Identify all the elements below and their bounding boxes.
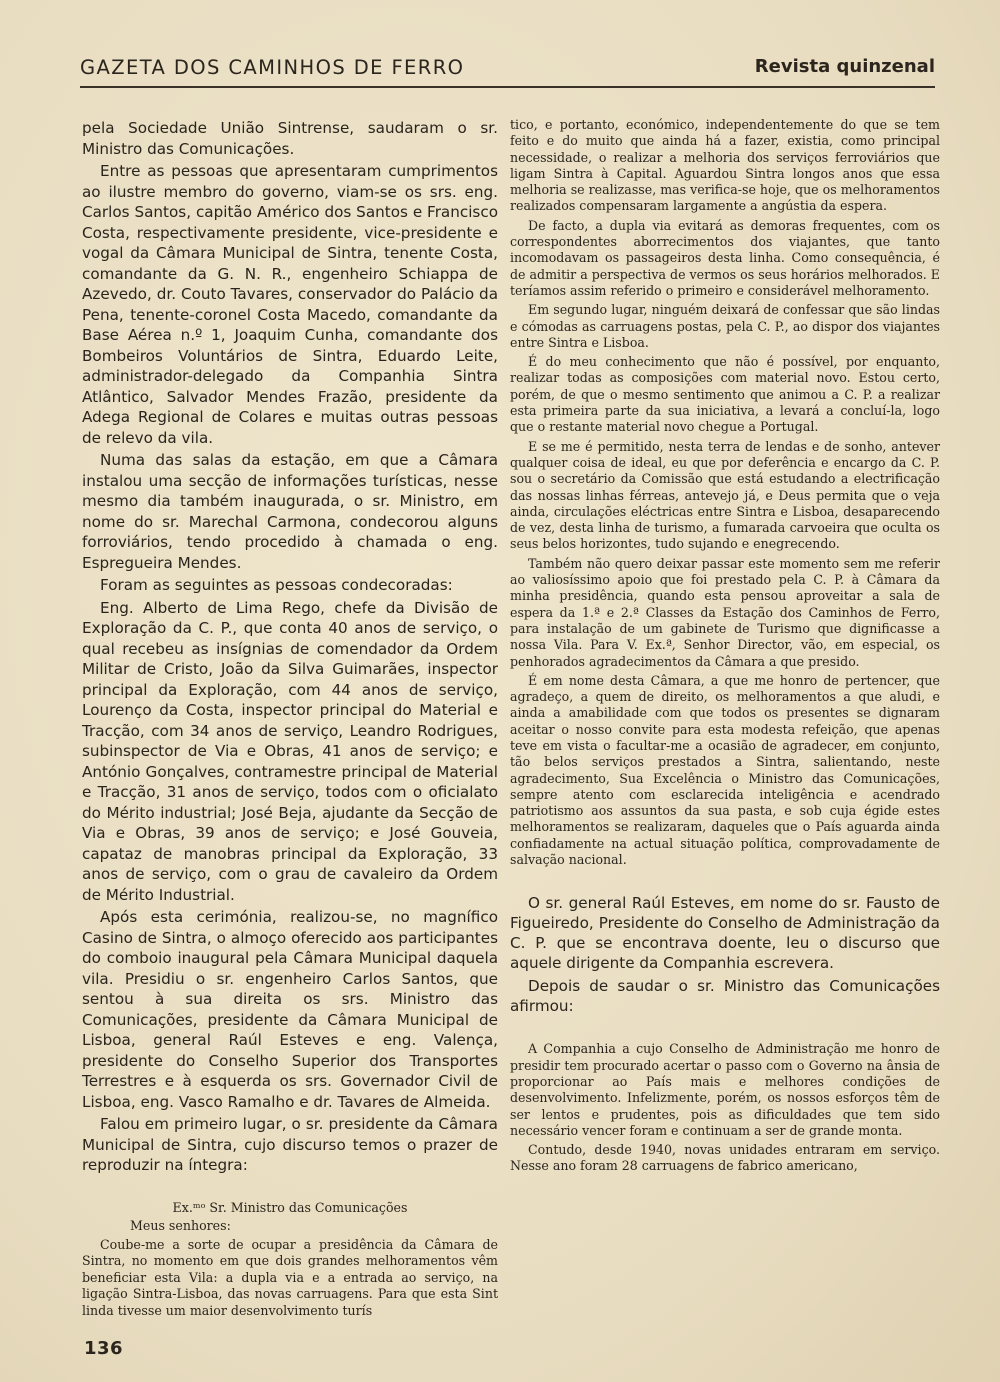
speech-paragraph: Em segundo lugar, ninguém deixará de confessar que são lindas e cómodas as carruagens postas, pela C. P., ao dispor dos viajantes entre Sintra e Lisboa. — [510, 302, 940, 350]
article-paragraph: Entre as pessoas que apresentaram cumprimentos ao ilustre membro do governo, viam-se os srs. eng. Carlos Santos, capitão Américo dos Santos e Francisco Costa, respectivamente presidente, vice-presidente e vogal da Câmara Municipal de Sintra, tenente Costa, comandante da G. N. R., engenheiro Schiappa de Azevedo, dr. Couto Tavares, conservador do Palácio da Pena, tenente-coronel Costa Macedo, comandante da Base Aérea n.º 1, Joaquim Cunha, comandante dos Bombeiros Voluntários de Sintra, Eduardo Leite, administrador-delegado da Companhia Sintra Atlântico, Salvador Mendes Frazão, presidente da Adega Regional de Colares e muitas outras pessoas de relevo da vila. — [82, 162, 498, 447]
article-paragraph: Numa das salas da estação, em que a Câmara instalou uma secção de informações turísticas, nesse mesmo dia também inaugurada, o sr. Ministro, em nome do sr. Marechal Carmona, condecorou alguns forroviários, tendo procedido à chamada o eng. Espregueira Mendes. — [82, 451, 498, 572]
page-header — [80, 52, 935, 88]
article-paragraph: Depois de saudar o sr. Ministro das Comunicações afirmou: — [510, 977, 940, 1016]
page-number: 136 — [84, 1338, 124, 1359]
publication-title: GAZETA DOS CAMINHOS DE FERRO — [80, 56, 465, 79]
left-column — [82, 118, 498, 1322]
speech-paragraph: Coube-me a sorte de ocupar a presidência da Câmara de Sintra, no momento em que dois grandes melhoramentos vêm beneficiar esta Vila: a dupla via e a entrada ao serviço, na ligação Sintra-Lisboa, das novas carruagens. Para que esta Sint linda tivesse um maior desenvolvimento turís — [82, 1236, 498, 1319]
right-column — [510, 117, 940, 1178]
article-paragraph: Foram as seguintes as pessoas condecoradas: — [100, 576, 453, 594]
spacer — [82, 1178, 498, 1200]
speech-paragraph: tico, e portanto, económico, independentemente do que se tem feito e do muito que ainda há a fazer, existia, como principal necessidade, o realizar a melhoria dos serviços ferroviários que ligam Sintra à Capital. Aguardou Sintra longos anos que essa melhoria se realizasse, mas verifica-se hoje, que os melhoramentos realizados compensaram largamente a angústia da espera. — [510, 117, 940, 214]
publication-subtitle: Revista quinzenal — [754, 56, 935, 77]
speech-paragraph: É em nome desta Câmara, a que me honro de pertencer, que agradeço, a quem de direito, os melhoramentos a que aludi, e ainda a amabilidade com que todos os presentes se dignaram aceitar o nosso convite para esta modesta refeição, que apenas teve em vista o facultar-me a ocasião de agradecer, em conjunto, tão belos serviços prestados a Sintra, salientando, neste agradecimento, Sua Excelência o Ministro das Comunicações, sempre atento com esclarecida inteligência e acendrado patriotismo aos assuntos da sua pasta, e sob cuja égide estes melhoramentos se realizaram, daqueles que o País aguarda ainda confiadamente na actual situação política, comprovadamente de salvação nacional. — [510, 672, 940, 868]
article-paragraph: Eng. Alberto de Lima Rego, chefe da Divisão de Exploração da C. P., que conta 40 anos de serviço, o qual recebeu as insígnias de comendador da Ordem Militar de Cristo, João da Silva Guimarães, inspector principal da Exploração, com 44 anos de serviço, Lourenço da Costa, inspector principal do Material e Tracção, com 34 anos de serviço, Leandro Rodrigues, subinspector de Via e Obras, 41 anos de serviço; e António Gonçalves, contramestre principal de Material e Tracção, 31 anos de serviço, todos com o oficialato do Mérito industrial; José Beja, ajudante da Secção de Via e Obras, 39 anos de serviço; e José Gouveia, capataz de manobras principal da Exploração, 33 anos de serviço, com o grau de cavaleiro da Ordem de Mérito Industrial. — [82, 598, 498, 904]
speech-greeting: Meus senhores: — [130, 1218, 231, 1234]
speech-salutation: Ex.ᵐᵒ Sr. Ministro das Comunicações — [172, 1199, 408, 1215]
article-paragraph: pela Sociedade União Sintrense, saudaram o sr. Ministro das Comunicações. — [82, 119, 498, 158]
speech-paragraph: Contudo, desde 1940, novas unidades entraram em serviço. Nesse ano foram 28 carruagens de fabrico americano, — [510, 1142, 940, 1174]
speech-paragraph: A Companhia a cujo Conselho de Administração me honro de presidir tem procurado acertar o passo com o Governo na ânsia de proporcionar ao País mais e melhores condições de desenvolvimento. Infelizmente, porém, os nossos esforços têm de ser lentos e prudentes, pois as dificuldades que tem sido necessário vencer foram e continuam a ser de grande monta. — [510, 1041, 940, 1138]
speech-paragraph: E se me é permitido, nesta terra de lendas e de sonho, antever qualquer coisa de ideal, eu que por deferência e encargo da C. P. sou o secretário da Comissão que está estudando a electrificação das nossas linhas férreas, antevejo já, e Deus permita que o veja ainda, circulações eléctricas entre Sintra e Lisboa, desaparecendo de vez, desta linha de turismo, a fumarada carvoeira que oculta os seus belos horizontes, tudo sujando e enegrecendo. — [510, 438, 940, 552]
spacer — [510, 871, 940, 893]
speech-paragraph: De facto, a dupla via evitará as demoras frequentes, com os correspondentes aborrecimentos dos viajantes, que tanto incomodavam os passageiros desta linha. Como consequência, é de admitir a perspectiva de vermos os seus horários melhorados. E teríamos assim referido o primeiro e considerável melhoramento. — [510, 217, 940, 298]
article-paragraph: Após esta cerimónia, realizou-se, no magnífico Casino de Sintra, o almoço oferecido aos participantes do comboio inaugural pela Câmara Municipal daquela vila. Presidiu o sr. engenheiro Carlos Santos, que sentou à sua direita os srs. Ministro das Comunicações, presidente da Câmara Municipal de Lisboa, general Raúl Esteves e eng. Valença, presidente do Conselho Superior dos Transportes Terrestres e à esquerda os srs. Governador Civil de Lisboa, eng. Vasco Ramalho e dr. Tavares de Almeida. — [82, 908, 498, 1111]
article-paragraph: O sr. general Raúl Esteves, em nome do sr. Fausto de Figueiredo, Presidente do Conselho de Administração da C. P. que se encontrava doente, leu o discurso que aquele dirigente da Companhia escrevera. — [510, 894, 940, 973]
speech-paragraph: É do meu conhecimento que não é possível, por enquanto, realizar todas as composições com material novo. Estou certo, porém, de que o mesmo sentimento que animou a C. P. a realizar esta primeira parte da sua iniciativa, a levará a concluí-la, logo que o restante material novo chegue a Portugal. — [510, 354, 940, 435]
speech-paragraph: Também não quero deixar passar este momento sem me referir ao valiosíssimo apoio que foi prestado pela C. P. à Câmara da minha presidência, quando esta pensou aproveitar a sala de espera da 1.ª e 2.ª Classes da Estação dos Caminhos de Ferro, para instalação de um gabinete de Turismo que dignificasse a nossa Vila. Para V. Ex.ª, Senhor Director, vão, em especial, os penhorados agradecimentos da Câmara a que presido. — [510, 555, 940, 669]
article-paragraph: Falou em primeiro lugar, o sr. presidente da Câmara Municipal de Sintra, cujo discurso temos o prazer de reproduzir na íntegra: — [82, 1115, 498, 1174]
spacer — [510, 1019, 940, 1041]
